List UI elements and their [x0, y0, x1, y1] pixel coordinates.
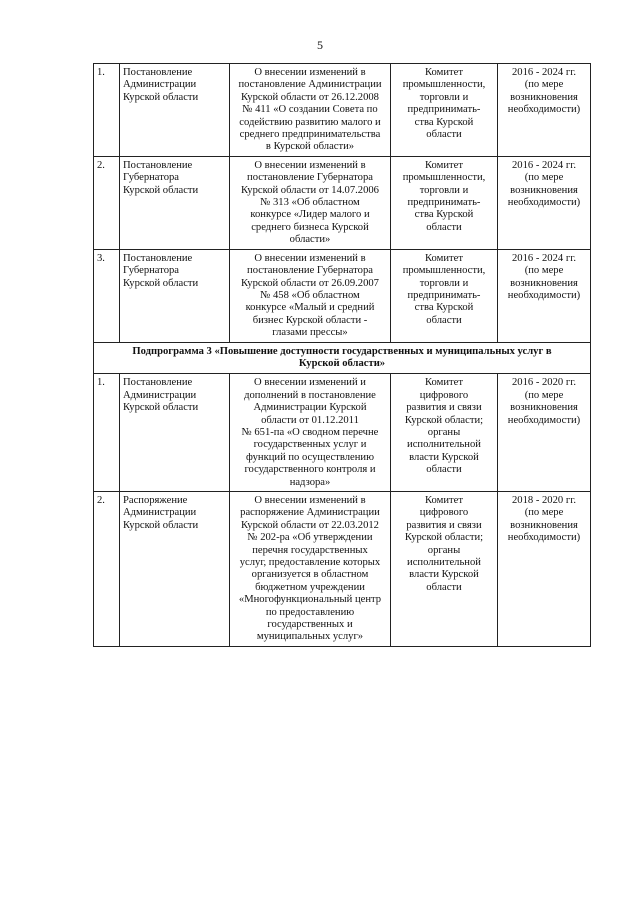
table-row	[94, 249, 591, 342]
document-title-line: О внесении изменений в	[254, 159, 366, 171]
executor-line: органы	[427, 544, 461, 556]
executor-line: развития и связи	[406, 519, 482, 531]
executor-line: промышленности,	[402, 79, 486, 91]
document-type-line: Постановление	[123, 377, 193, 389]
executor-line: торговли и	[419, 277, 469, 289]
document-title-line: № 411 «О создании Совета по	[242, 104, 378, 116]
executor-line: Курской области;	[404, 414, 484, 426]
term-line: возникновения	[510, 402, 578, 414]
document-title-line: содействию развитию малого и	[239, 116, 381, 128]
document-type-line: Курской области	[123, 402, 199, 414]
row-number: 3.	[94, 249, 120, 342]
row-number: 1.	[94, 64, 120, 157]
document-title-line: области от 01.12.2011	[261, 414, 359, 426]
term-line: (по мере	[524, 172, 564, 184]
document-title-line: конкурсе «Малый и средний	[245, 302, 375, 314]
document-title-line: среднего бизнеса Курской	[251, 221, 369, 233]
executor-cell	[391, 64, 498, 157]
executor-line: ства Курской	[414, 209, 474, 221]
document-type-line: Курской области	[123, 184, 199, 196]
document-type-cell	[120, 249, 230, 342]
term-line: 2016 - 2024 гг.	[512, 252, 576, 264]
document-title-line: глазами прессы»	[272, 327, 348, 339]
document-type-line: Администрации	[123, 507, 197, 519]
executor-line: цифрового	[419, 389, 469, 401]
document-title-line: бизнес Курской области -	[252, 314, 368, 326]
legal-acts-table	[93, 63, 591, 647]
document-type-line: Курской области	[123, 91, 199, 103]
document-type-cell	[120, 64, 230, 157]
document-title-cell	[230, 64, 391, 157]
section-heading-line: Курской области»	[298, 357, 386, 369]
document-title-line: в Курской области»	[265, 141, 355, 153]
document-title-line: О внесении изменений в	[254, 252, 366, 264]
executor-line: предпринимать-	[407, 289, 481, 301]
executor-line: области	[426, 129, 462, 141]
document-title-line: по предоставлению	[265, 606, 355, 618]
executor-line: области	[426, 314, 462, 326]
executor-cell	[391, 374, 498, 492]
term-line: (по мере	[524, 265, 564, 277]
executor-line: торговли и	[419, 91, 469, 103]
table-row	[94, 374, 591, 492]
document-type-line: Администрации	[123, 389, 197, 401]
executor-line: области	[426, 221, 462, 233]
document-title-line: Курской области от 26.09.2007	[241, 277, 379, 289]
term-line: 2016 - 2024 гг.	[512, 159, 576, 171]
term-cell	[498, 156, 591, 249]
term-line: необходимости)	[507, 289, 581, 301]
document-title-line: государственных услуг и	[253, 439, 367, 451]
executor-line: Курской области;	[404, 532, 484, 544]
document-title-line: услуг, предоставление которых	[239, 557, 381, 569]
executor-line: области	[426, 581, 462, 593]
document-type-line: Курской области	[123, 519, 199, 531]
term-cell	[498, 492, 591, 647]
document-title-line: конкурсе «Лидер малого и	[250, 209, 370, 221]
document-type-line: Постановление	[123, 252, 193, 264]
page-number: 5	[317, 38, 323, 52]
section-heading-row	[94, 342, 591, 374]
executor-line: исполнительной	[407, 439, 481, 451]
document-title-line: организуется в областном	[251, 569, 369, 581]
term-cell	[498, 374, 591, 492]
document-title-line: среднего предпринимательства	[239, 129, 381, 141]
document-title-line: Администрации Курской	[253, 402, 367, 414]
table-body-after	[94, 374, 591, 647]
table-row	[94, 156, 591, 249]
executor-line: власти Курской	[409, 451, 479, 463]
executor-line: предпринимать-	[407, 197, 481, 209]
row-number: 2.	[94, 156, 120, 249]
executor-line: цифрового	[419, 507, 469, 519]
executor-line: Комитет	[425, 377, 463, 389]
executor-line: промышленности,	[402, 172, 486, 184]
document-title-line: муниципальных услуг»	[256, 631, 364, 643]
document-type-line: Распоряжение	[123, 495, 188, 506]
executor-line: власти Курской	[409, 569, 479, 581]
document-title-line: № 651-па «О сводном перечне	[241, 426, 379, 438]
term-line: (по мере	[524, 389, 564, 401]
executor-cell	[391, 249, 498, 342]
executor-line: ства Курской	[414, 302, 474, 314]
term-line: возникновения	[510, 519, 578, 531]
document-title-line: О внесении изменений в	[254, 495, 366, 506]
term-cell	[498, 64, 591, 157]
document-type-line: Постановление	[123, 67, 193, 78]
document-title-line: бюджетном учреждении	[255, 581, 365, 593]
document-type-line: Администрации	[123, 79, 197, 91]
table-body-before	[94, 64, 591, 343]
row-number: 2.	[94, 492, 120, 647]
document-title-line: функций по осуществлению	[246, 451, 374, 463]
term-line: возникновения	[510, 91, 578, 103]
document-title-line: О внесении изменений и	[254, 377, 366, 389]
document-title-line: постановление Администрации	[238, 79, 382, 91]
term-line: (по мере	[524, 507, 564, 519]
term-line: 2016 - 2024 гг.	[512, 67, 576, 78]
executor-line: Комитет	[425, 495, 463, 506]
document-title-cell	[230, 492, 391, 647]
document-title-line: № 202-ра «Об утверждении	[247, 532, 373, 544]
row-number: 1.	[94, 374, 120, 492]
document-title-line: № 313 «Об областном	[260, 197, 360, 209]
executor-line: органы	[427, 426, 461, 438]
document-type-line: Курской области	[123, 277, 199, 289]
executor-line: торговли и	[419, 184, 469, 196]
term-line: необходимости)	[507, 414, 581, 426]
term-line: 2016 - 2020 гг.	[512, 377, 576, 389]
document-title-line: дополнений в постановление	[244, 389, 376, 401]
term-line: (по мере	[524, 79, 564, 91]
executor-line: области	[426, 464, 462, 476]
document-title-line: области»	[289, 234, 331, 246]
term-line: необходимости)	[507, 197, 581, 209]
document-title-line: государственных и	[267, 619, 353, 631]
document-title-line: Курской области от 22.03.2012	[241, 519, 379, 531]
document-title-line: Курской области от 26.12.2008	[241, 91, 379, 103]
executor-line: Комитет	[425, 252, 463, 264]
document-title-line: перечня государственных	[252, 544, 368, 556]
executor-line: развития и связи	[406, 402, 482, 414]
executor-line: предпринимать-	[407, 104, 481, 116]
document-title-line: «Многофункциональный центр	[238, 594, 382, 606]
document-title-line: государственного контроля и	[244, 464, 376, 476]
document-type-line: Губернатора	[123, 265, 180, 277]
document-title-line: О внесении изменений в	[254, 67, 366, 78]
section-heading-line: Подпрограмма 3 «Повышение доступности государственных и муниципальных услуг в	[132, 345, 552, 357]
table-row	[94, 64, 591, 157]
document-title-cell	[230, 249, 391, 342]
document-title-cell	[230, 156, 391, 249]
executor-cell	[391, 156, 498, 249]
document-title-line: надзора»	[289, 476, 331, 488]
executor-line: ства Курской	[414, 116, 474, 128]
document-title-line: № 458 «Об областном	[260, 289, 360, 301]
document-type-cell	[120, 374, 230, 492]
term-line: 2018 - 2020 гг.	[512, 495, 576, 506]
document-type-line: Постановление	[123, 159, 193, 171]
executor-line: исполнительной	[407, 557, 481, 569]
document-type-line: Губернатора	[123, 172, 180, 184]
document-title-cell	[230, 374, 391, 492]
term-line: возникновения	[510, 184, 578, 196]
table-row	[94, 492, 591, 647]
executor-line: промышленности,	[402, 265, 486, 277]
term-line: необходимости)	[507, 532, 581, 544]
term-line: возникновения	[510, 277, 578, 289]
document-title-line: распоряжение Администрации	[240, 507, 380, 519]
document-type-cell	[120, 156, 230, 249]
executor-line: Комитет	[425, 159, 463, 171]
executor-line: Комитет	[425, 67, 463, 78]
term-line: необходимости)	[507, 104, 581, 116]
executor-cell	[391, 492, 498, 647]
document-type-cell	[120, 492, 230, 647]
term-cell	[498, 249, 591, 342]
document-title-line: постановление Губернатора	[247, 265, 373, 277]
document-title-line: постановление Губернатора	[247, 172, 373, 184]
document-title-line: Курской области от 14.07.2006	[241, 184, 379, 196]
section-heading-body	[94, 342, 591, 374]
section-heading	[94, 342, 591, 374]
